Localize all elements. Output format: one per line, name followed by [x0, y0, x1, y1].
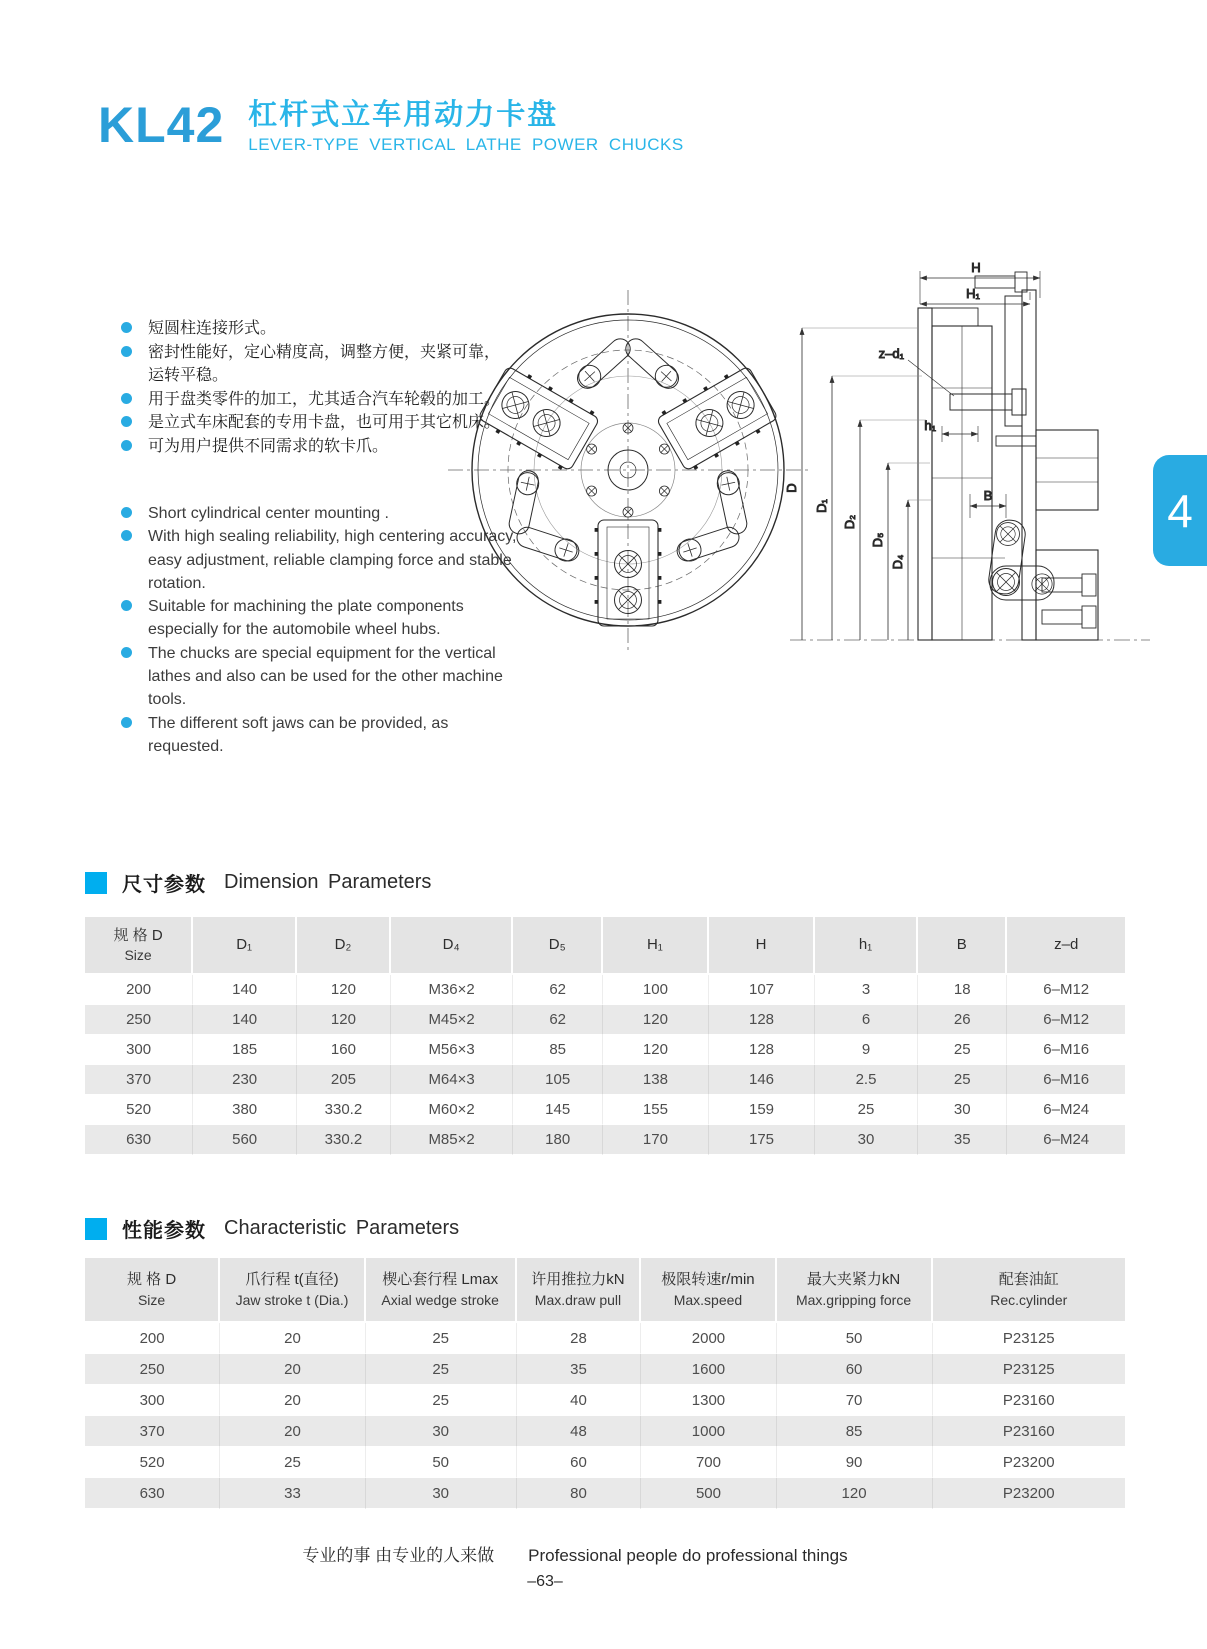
table-cell: 6–M12: [1007, 1005, 1125, 1035]
bullet-icon: [121, 322, 132, 333]
characteristic-table-wrapper: [85, 1258, 1125, 1509]
table-cell: 230: [193, 1065, 297, 1095]
chuck-section-drawing: [784, 260, 1150, 640]
bullet-icon: [121, 507, 132, 518]
table-cell: 155: [603, 1095, 709, 1125]
heading-square-icon: [85, 1218, 107, 1240]
table-cell: 300: [85, 1385, 220, 1416]
table-cell: 50: [777, 1323, 933, 1354]
table-cell: 145: [513, 1095, 602, 1125]
table-row: [85, 1005, 1125, 1035]
table-row: [85, 1065, 1125, 1095]
page-title-zh: 杠杆式立车用动力卡盘: [248, 99, 559, 131]
table-row: [85, 1095, 1125, 1125]
table-cell: 180: [513, 1125, 602, 1155]
table-cell: 330.2: [297, 1095, 391, 1125]
table-cell: 700: [641, 1447, 776, 1478]
column-header: H: [709, 917, 815, 975]
column-header: 规 格 D Size: [85, 917, 193, 975]
table-cell: 30: [366, 1416, 517, 1447]
column-header: D₄: [391, 917, 514, 975]
table-cell: 2.5: [815, 1065, 918, 1095]
table-cell: 25: [220, 1447, 366, 1478]
table-cell: 120: [297, 1005, 391, 1035]
feature-text: The chucks are special equipment for the vertical lathes and also can be used for the other machine tools.: [148, 644, 503, 709]
table-cell: 6–M16: [1007, 1065, 1125, 1095]
table-row: [85, 1416, 1125, 1447]
dim-label-zd1: z–d₁: [878, 346, 904, 361]
table-cell: 300: [85, 1035, 193, 1065]
table-cell: 30: [815, 1125, 918, 1155]
table-cell: 35: [918, 1125, 1007, 1155]
table-cell: 25: [918, 1065, 1007, 1095]
column-header: 楔心套行程 Lmax Axial wedge stroke: [366, 1258, 517, 1323]
chapter-tab: [1153, 455, 1207, 566]
table-cell: 175: [709, 1125, 815, 1155]
column-header: 许用推拉力kN Max.draw pull: [517, 1258, 642, 1323]
section-title-en: Dimension Parameters: [224, 871, 432, 893]
table-cell: M60×2: [391, 1095, 514, 1125]
table-cell: 128: [709, 1035, 815, 1065]
page-header: [98, 97, 684, 155]
table-row: [85, 1323, 1125, 1354]
table-cell: 250: [85, 1354, 220, 1385]
feature-text: 短圆柱连接形式。: [148, 320, 277, 337]
table-cell: M56×3: [391, 1035, 514, 1065]
table-cell: 62: [513, 1005, 602, 1035]
column-header: D₅: [513, 917, 602, 975]
table-cell: 80: [517, 1478, 642, 1509]
column-header: B: [918, 917, 1007, 975]
table-cell: 25: [918, 1035, 1007, 1065]
table-cell: P23125: [933, 1354, 1125, 1385]
table-cell: 20: [220, 1354, 366, 1385]
table-cell: 200: [85, 1323, 220, 1354]
table-cell: 60: [517, 1447, 642, 1478]
footer-slogan-zh: 专业的事 由专业的人来做: [302, 1546, 495, 1565]
table-cell: 70: [777, 1385, 933, 1416]
table-cell: 25: [366, 1354, 517, 1385]
table-cell: 200: [85, 975, 193, 1005]
table-row: [85, 1385, 1125, 1416]
dim-label-d2: D₂: [842, 514, 857, 530]
section-title-en: Characteristic Parameters: [224, 1217, 460, 1239]
column-header: 规 格 D Size: [85, 1258, 220, 1323]
table-cell: 370: [85, 1065, 193, 1095]
table-cell: 30: [918, 1095, 1007, 1125]
table-cell: 85: [777, 1416, 933, 1447]
heading-square-icon: [85, 872, 107, 894]
table-cell: 330.2: [297, 1125, 391, 1155]
table-row: [85, 1447, 1125, 1478]
page-number: –63–: [527, 1573, 563, 1590]
table-cell: 120: [603, 1035, 709, 1065]
table-cell: 159: [709, 1095, 815, 1125]
section-title-zh: 尺寸参数: [122, 874, 206, 896]
table-cell: M45×2: [391, 1005, 514, 1035]
column-header: 极限转速r/min Max.speed: [641, 1258, 776, 1323]
table-cell: 1000: [641, 1416, 776, 1447]
footer-slogan-en: Professional people do professional things: [528, 1546, 848, 1565]
technical-drawing: [430, 248, 1200, 713]
table-cell: 20: [220, 1385, 366, 1416]
table-cell: 25: [366, 1385, 517, 1416]
feature-text: With high sealing reliability, high centering accuracy, easy adjustment, reliable clamping force and stable rotation.: [148, 528, 517, 592]
table-cell: 26: [918, 1005, 1007, 1035]
table-cell: 138: [603, 1065, 709, 1095]
table-cell: 90: [777, 1447, 933, 1478]
table-cell: P23200: [933, 1447, 1125, 1478]
table-header-row: [85, 917, 1125, 975]
table-cell: 20: [220, 1323, 366, 1354]
table-cell: 85: [513, 1035, 602, 1065]
chuck-front-view-drawing: [436, 290, 820, 654]
table-cell: 107: [709, 975, 815, 1005]
table-cell: 20: [220, 1416, 366, 1447]
table-cell: 205: [297, 1065, 391, 1095]
table-cell: 3: [815, 975, 918, 1005]
table-cell: 120: [603, 1005, 709, 1035]
table-row: [85, 975, 1125, 1005]
bullet-icon: [121, 530, 132, 541]
column-header: z–d: [1007, 917, 1125, 975]
footer-slogan: [0, 1541, 1150, 1566]
table-cell: 1300: [641, 1385, 776, 1416]
section-heading-characteristic: [85, 1214, 459, 1243]
table-cell: 560: [193, 1125, 297, 1155]
feature-text: 是立式车床配套的专用卡盘，也可用于其它机床。: [148, 414, 501, 431]
table-cell: P23125: [933, 1323, 1125, 1354]
bullet-icon: [121, 416, 132, 427]
table-row: [85, 1354, 1125, 1385]
table-cell: 630: [85, 1478, 220, 1509]
dim-label-h1: H₁: [966, 286, 980, 301]
characteristic-table: [85, 1258, 1125, 1509]
bullet-icon: [121, 647, 132, 658]
table-cell: 35: [517, 1354, 642, 1385]
column-header: 爪行程 t(直径) Jaw stroke t (Dia.): [220, 1258, 366, 1323]
section-title-zh: 性能参数: [122, 1220, 206, 1242]
dim-label-d5: D₅: [870, 532, 885, 548]
table-cell: 50: [366, 1447, 517, 1478]
column-header: H₁: [603, 917, 709, 975]
table-cell: 28: [517, 1323, 642, 1354]
table-cell: 160: [297, 1035, 391, 1065]
table-cell: 170: [603, 1125, 709, 1155]
table-cell: 105: [513, 1065, 602, 1095]
table-cell: 9: [815, 1035, 918, 1065]
table-cell: 146: [709, 1065, 815, 1095]
dimension-table: [85, 917, 1125, 1155]
table-cell: P23200: [933, 1478, 1125, 1509]
table-cell: 25: [366, 1323, 517, 1354]
title-block: [248, 100, 683, 155]
table-cell: 380: [193, 1095, 297, 1125]
column-header: D₂: [297, 917, 391, 975]
bullet-icon: [121, 600, 132, 611]
table-cell: 18: [918, 975, 1007, 1005]
table-cell: 6: [815, 1005, 918, 1035]
section-heading-dimension: [85, 868, 431, 897]
dim-label-h: H: [971, 260, 981, 275]
table-cell: P23160: [933, 1416, 1125, 1447]
table-cell: 630: [85, 1125, 193, 1155]
table-cell: 128: [709, 1005, 815, 1035]
column-header: D₁: [193, 917, 297, 975]
dim-label-b: B: [983, 488, 993, 503]
feature-text: 用于盘类零件的加工，尤其适合汽车轮毂的加工。: [148, 390, 501, 408]
table-cell: 6–M24: [1007, 1125, 1125, 1155]
table-cell: 520: [85, 1095, 193, 1125]
feature-text: 可为用户提供不同需求的软卡爪。: [148, 437, 389, 455]
dim-label-d1: D₁: [814, 499, 829, 513]
column-header: h₁: [815, 917, 918, 975]
table-cell: M64×3: [391, 1065, 514, 1095]
dim-label-d4: D₄: [890, 554, 905, 570]
table-cell: 2000: [641, 1323, 776, 1354]
table-cell: 25: [815, 1095, 918, 1125]
table-row: [85, 1125, 1125, 1155]
dim-label-h1-small: h₁: [924, 418, 936, 433]
column-header: 配套油缸 Rec.cylinder: [933, 1258, 1125, 1323]
feature-text: 密封性能好，定心精度高，调整方便，夹紧可靠，运转平稳。: [148, 343, 501, 384]
table-header-row: [85, 1258, 1125, 1323]
list-item: [121, 712, 517, 759]
table-cell: 500: [641, 1478, 776, 1509]
table-cell: 1600: [641, 1354, 776, 1385]
bullet-icon: [121, 717, 132, 728]
bullet-icon: [121, 440, 132, 451]
table-cell: 6–M24: [1007, 1095, 1125, 1125]
dim-label-d: D: [784, 483, 799, 493]
dimension-table-wrapper: [85, 917, 1125, 1155]
table-cell: 33: [220, 1478, 366, 1509]
table-cell: 48: [517, 1416, 642, 1447]
table-cell: 60: [777, 1354, 933, 1385]
table-cell: 100: [603, 975, 709, 1005]
feature-text: The different soft jaws can be provided, as requested.: [148, 714, 449, 755]
table-row: [85, 1035, 1125, 1065]
column-header: 最大夹紧力kN Max.gripping force: [777, 1258, 933, 1323]
table-cell: 185: [193, 1035, 297, 1065]
table-cell: 140: [193, 975, 297, 1005]
table-cell: 140: [193, 1005, 297, 1035]
table-cell: 30: [366, 1478, 517, 1509]
table-cell: 6–M16: [1007, 1035, 1125, 1065]
table-cell: 250: [85, 1005, 193, 1035]
page-title-en: LEVER-TYPE VERTICAL LATHE POWER CHUCKS: [248, 134, 684, 154]
table-row: [85, 1478, 1125, 1509]
table-cell: 370: [85, 1416, 220, 1447]
table-cell: 120: [777, 1478, 933, 1509]
table-cell: 62: [513, 975, 602, 1005]
bullet-icon: [121, 346, 132, 357]
bullet-icon: [121, 393, 132, 404]
table-cell: P23160: [933, 1385, 1125, 1416]
table-cell: M85×2: [391, 1125, 514, 1155]
table-cell: 40: [517, 1385, 642, 1416]
chapter-number: 4: [1167, 484, 1193, 537]
model-code: KL42: [98, 97, 225, 153]
table-cell: 120: [297, 975, 391, 1005]
table-cell: M36×2: [391, 975, 514, 1005]
table-cell: 6–M12: [1007, 975, 1125, 1005]
feature-text: Suitable for machining the plate components especially for the automobile wheel hubs.: [148, 598, 464, 639]
feature-text: Short cylindrical center mounting .: [148, 505, 389, 522]
table-cell: 520: [85, 1447, 220, 1478]
